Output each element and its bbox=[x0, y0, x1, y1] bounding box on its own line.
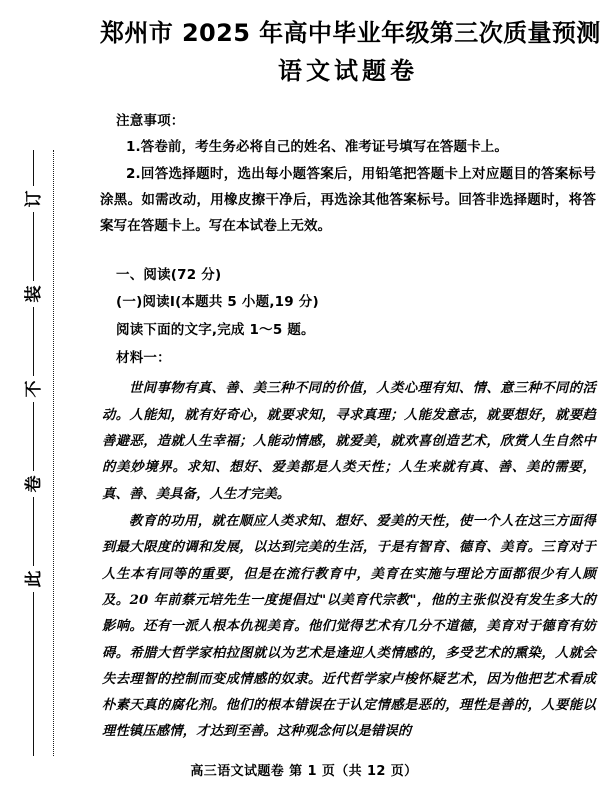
notice-item-1: 1.答卷前，考生务必将自己的姓名、准考证号填写在答题卡上。 bbox=[126, 139, 508, 156]
title-block bbox=[100, 0, 601, 89]
page-footer: 高三语文试题卷 第 1 页（共 12 页） bbox=[190, 764, 418, 779]
section-block bbox=[100, 262, 596, 373]
binding-vertical-text bbox=[21, 160, 47, 740]
sub-heading: (一)阅读Ⅰ(本题共 5 小题,19 分) bbox=[116, 294, 319, 311]
binding-margin bbox=[0, 0, 92, 788]
material-label: 材料一： bbox=[116, 349, 171, 366]
part-heading: 一、阅读(72 分) bbox=[116, 266, 222, 283]
reading-instruction: 阅读下面的文字,完成 1～5 题。 bbox=[116, 322, 315, 339]
notice-block bbox=[100, 109, 596, 240]
page-subtitle: 语文试题卷 bbox=[278, 57, 418, 85]
notice-heading: 注意事项： bbox=[116, 112, 185, 129]
binding-char-3: 不 bbox=[21, 376, 47, 402]
binding-char-1: 订 bbox=[21, 186, 47, 212]
content-column bbox=[92, 0, 608, 788]
page-title: 郑州市 2025 年高中毕业年级第三次质量预测 bbox=[100, 19, 601, 47]
binding-char-4: 卷 bbox=[21, 471, 47, 497]
binding-dotted-line bbox=[53, 150, 54, 756]
passage-body bbox=[100, 376, 596, 745]
passage-paragraph-1: 世间事物有真、善、美三种不同的价值，人类心理有知、情、意三种不同的活动。人能知，就有好奇心，就要求知，寻求真理；人能发意志，就要想好，就要趋善避恶，造就人生幸福；人能动情感，就爱美，就欢喜创造艺术，欣赏人生自然中的美妙境界。求知、想好、爱美都是人类天性；人生来就有真、善、美的需要，真、善、美具备，人生才完美。 bbox=[102, 381, 596, 502]
passage-paragraph-2: 教育的功用，就在顺应人类求知、想好、爱美的天性，使一个人在这三方面得到最大限度的调和发展，以达到完美的生活，于是有智育、德育、美育。三育对于人生本有同等的重要，但是在流行教育中，美育在实施与理论方面都很少有人顾及。20 年前蔡元培先生一度提倡过"以美育代宗教"，他的主张似没有发生多大的影响。还有一派人根本仇视美育。他们觉得艺术有几分不道德，美育对于德育有妨碍。希腊大哲学家柏拉图就以为艺术是逢迎人类情感的，多受艺术的熏染，人就会失去理智的控制而变成情感的奴隶。近代哲学家卢梭怀疑艺术，因为他把艺术看成朴素天真的腐化剂。他们的根本错误在于认定情感是恶的，理性是善的，人要能以理性镇压感情，才达到至善。这种观念何以是错误的 bbox=[102, 513, 596, 740]
binding-char-5: 此 bbox=[21, 566, 47, 592]
binding-char-2: 装 bbox=[21, 281, 47, 307]
notice-item-2: 2.回答选择题时，选出每小题答案后，用铅笔把答题卡上对应题目的答案标号涂黑。如需改动，用橡皮擦干净后，再选涂其他答案标号。回答非选择题时，将答案写在答题卡上。写在本试卷上无效。 bbox=[100, 165, 596, 235]
